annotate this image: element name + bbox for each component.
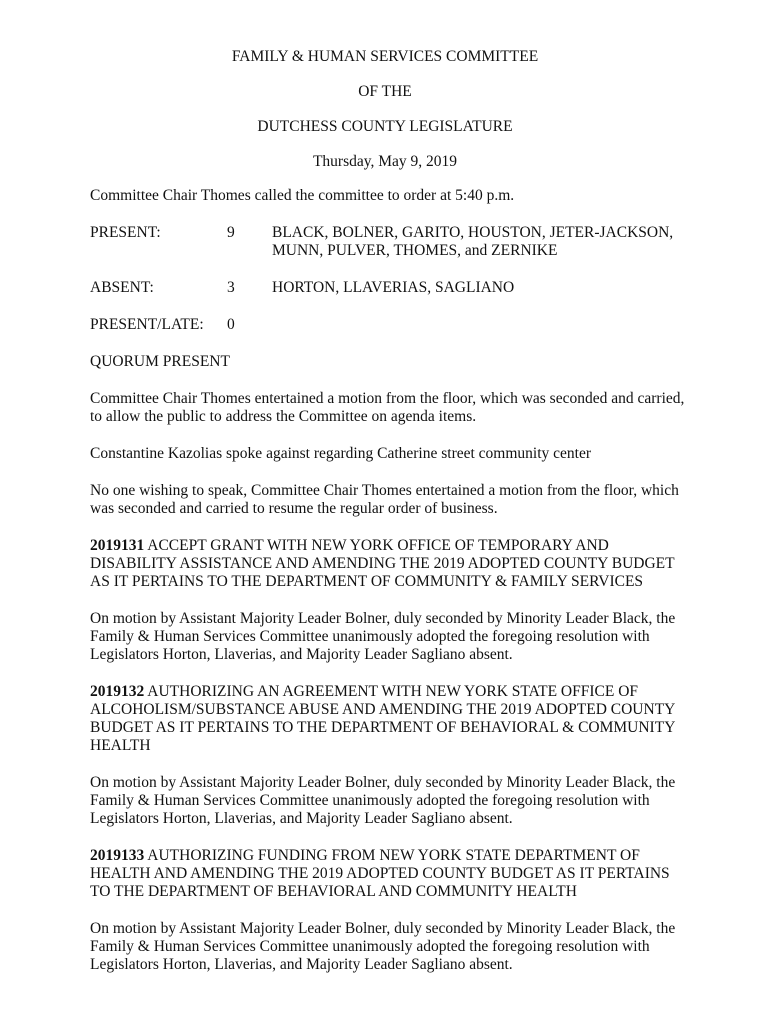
resolution-number: 2019132 <box>90 683 145 700</box>
present-row <box>90 224 690 260</box>
resolution-motion <box>90 920 690 974</box>
late-label: PRESENT/LATE: <box>90 316 204 333</box>
absent-count: 3 <box>227 279 235 296</box>
absent-names: HORTON, LLAVERIAS, SAGLIANO <box>272 279 515 296</box>
resolution-title-line: HEALTH AND AMENDING THE 2019 ADOPTED COUNTY BUDGET AS IT PERTAINS <box>90 865 670 882</box>
paragraph-line: was seconded and carried to resume the regular order of business. <box>90 500 498 517</box>
resolution-title-line: TO THE DEPARTMENT OF BEHAVIORAL AND COMMUNITY HEALTH <box>90 883 577 900</box>
resolution-motion <box>90 774 690 828</box>
late-row <box>90 316 690 334</box>
present-names <box>272 224 673 260</box>
present-count: 9 <box>227 224 235 241</box>
resolution-title-line: ALCOHOLISM/SUBSTANCE ABUSE AND AMENDING THE 2019 ADOPTED COUNTY <box>90 701 676 718</box>
resolution-title-line: HEALTH <box>90 737 151 754</box>
paragraph-line: No one wishing to speak, Committee Chair Thomes entertained a motion from the floor, which <box>90 482 679 499</box>
call-to-order: Committee Chair Thomes called the committee to order at 5:40 p.m. <box>90 187 515 204</box>
resolution-title-line: DISABILITY ASSISTANCE AND AMENDING THE 2019 ADOPTED COUNTY BUDGET <box>90 555 675 572</box>
public-motion <box>90 390 690 426</box>
resume-motion <box>90 482 690 518</box>
paragraph-line: to allow the public to address the Committee on agenda items. <box>90 408 477 425</box>
resolution-title-line: BUDGET AS IT PERTAINS TO THE DEPARTMENT OF BEHAVIORAL & COMMUNITY <box>90 719 676 736</box>
resolution-title-line <box>90 683 690 701</box>
minutes-body <box>90 187 690 993</box>
late-count: 0 <box>227 316 235 333</box>
resolutions-list <box>90 537 690 974</box>
resolution-title <box>90 537 690 591</box>
resolution-motion-line: Family & Human Services Committee unanimously adopted the foregoing resolution with <box>90 792 650 809</box>
resolution-title <box>90 847 690 901</box>
resolution-motion-line: On motion by Assistant Majority Leader Bolner, duly seconded by Minority Leader Black, the <box>90 774 676 791</box>
resolution-number: 2019131 <box>90 537 145 554</box>
present-names-line: BLACK, BOLNER, GARITO, HOUSTON, JETER-JACKSON, <box>272 224 674 241</box>
resolution-motion-line: Legislators Horton, Llaverias, and Majority Leader Sagliano absent. <box>90 646 513 663</box>
resolution-title <box>90 683 690 755</box>
quorum-status: QUORUM PRESENT <box>90 353 230 370</box>
resolution-number: 2019133 <box>90 847 145 864</box>
resolution-motion-line: Family & Human Services Committee unanimously adopted the foregoing resolution with <box>90 628 650 645</box>
legislature-title: DUTCHESS COUNTY LEGISLATURE <box>257 118 513 135</box>
resolution-motion-line: Legislators Horton, Llaverias, and Majority Leader Sagliano absent. <box>90 810 513 827</box>
resolution-motion-line: Legislators Horton, Llaverias, and Majority Leader Sagliano absent. <box>90 956 513 973</box>
absent-label: ABSENT: <box>90 279 154 296</box>
title-of-the: OF THE <box>358 83 412 100</box>
resolution-title-line <box>90 847 690 865</box>
resolution-motion-line: Family & Human Services Committee unanimously adopted the foregoing resolution with <box>90 938 650 955</box>
resolution-title-line <box>90 537 690 555</box>
speaker-note: Constantine Kazolias spoke against regarding Catherine street community center <box>90 445 592 462</box>
resolution-motion-line: On motion by Assistant Majority Leader Bolner, duly seconded by Minority Leader Black, the <box>90 610 676 627</box>
resolution-title-text: AUTHORIZING FUNDING FROM NEW YORK STATE DEPARTMENT OF <box>144 847 640 864</box>
present-names-line: MUNN, PULVER, THOMES, and ZERNIKE <box>272 242 558 259</box>
resolution-motion-line: On motion by Assistant Majority Leader Bolner, duly seconded by Minority Leader Black, the <box>90 920 676 937</box>
resolution-title-line: AS IT PERTAINS TO THE DEPARTMENT OF COMMUNITY & FAMILY SERVICES <box>90 573 644 590</box>
resolution-motion <box>90 610 690 664</box>
resolution-title-text: ACCEPT GRANT WITH NEW YORK OFFICE OF TEMPORARY AND <box>144 537 609 554</box>
resolution-title-text: AUTHORIZING AN AGREEMENT WITH NEW YORK STATE OFFICE OF <box>144 683 639 700</box>
meeting-date: Thursday, May 9, 2019 <box>312 153 458 170</box>
absent-row <box>90 279 690 297</box>
present-label: PRESENT: <box>90 224 161 241</box>
committee-title: FAMILY & HUMAN SERVICES COMMITTEE <box>231 48 539 65</box>
paragraph-line: Committee Chair Thomes entertained a motion from the floor, which was seconded and carried, <box>90 390 685 407</box>
